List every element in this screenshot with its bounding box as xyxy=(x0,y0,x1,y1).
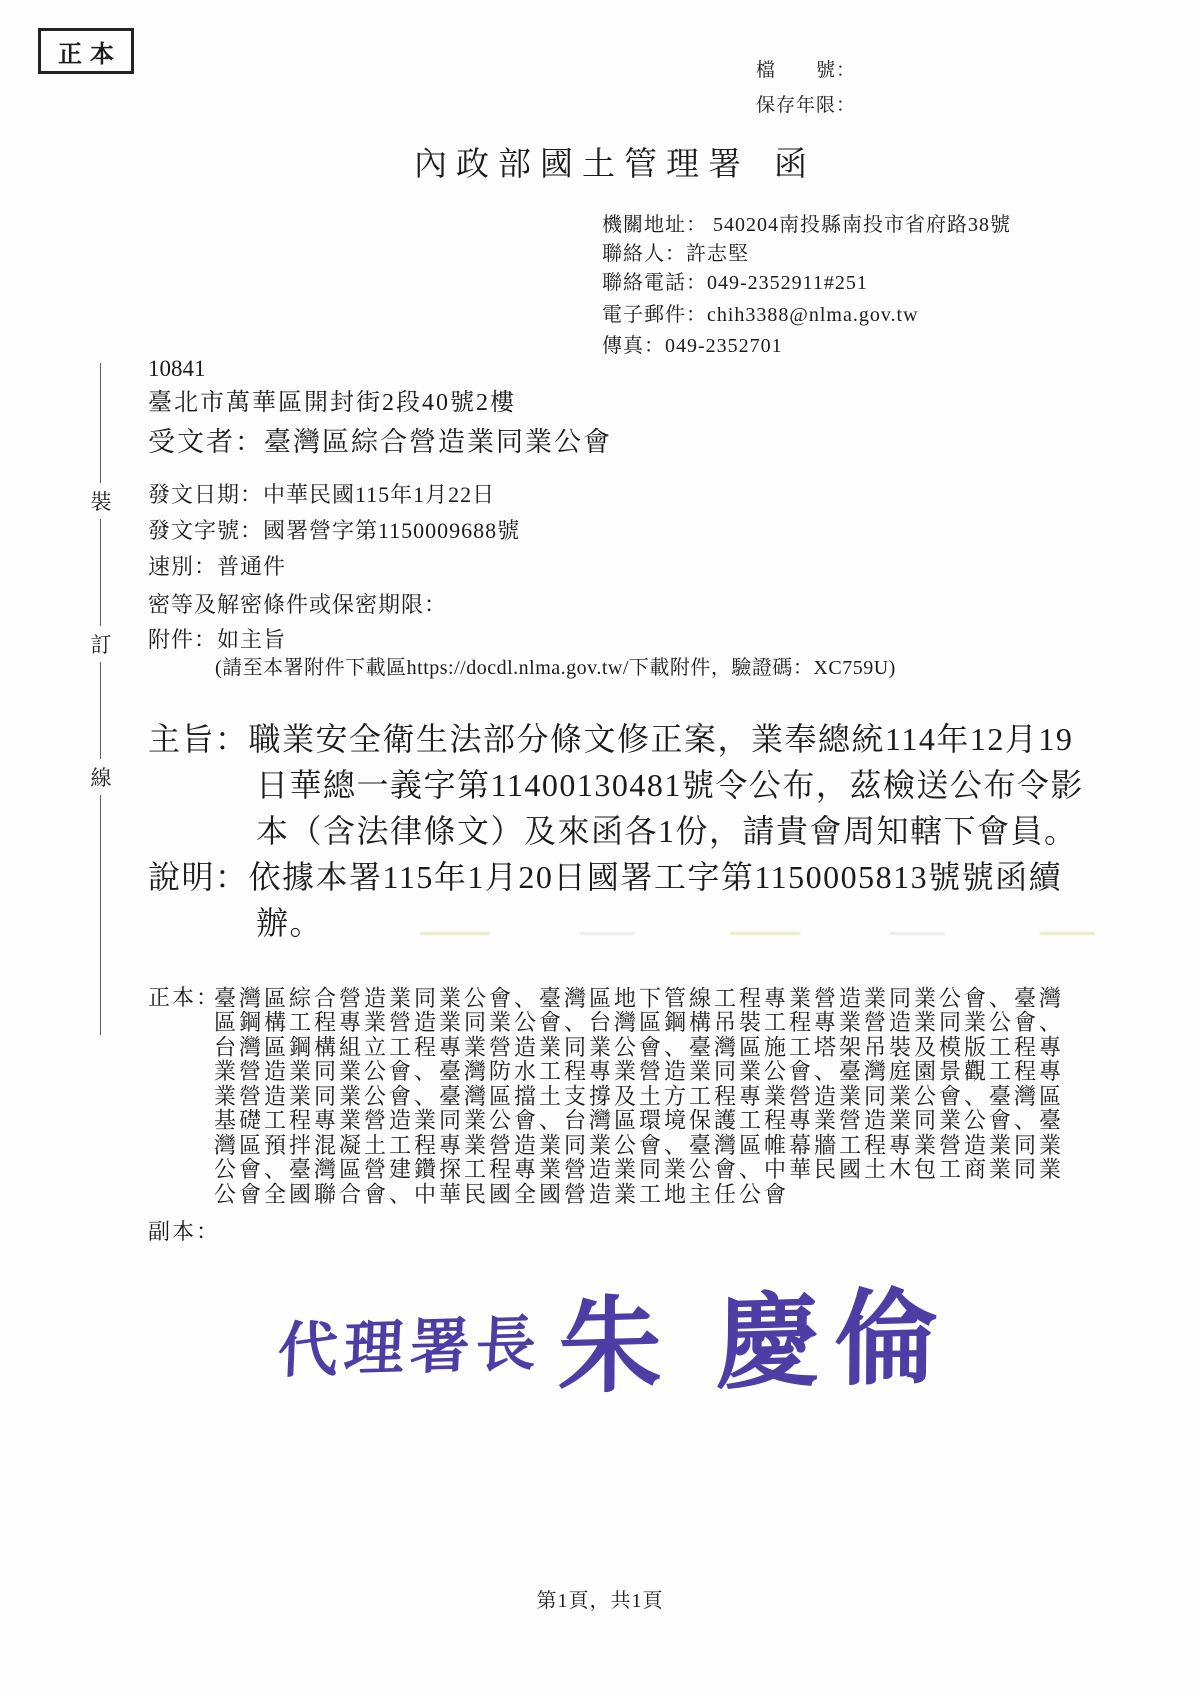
recipient-line: 受文者：臺灣區綜合營造業同業公會 xyxy=(148,427,612,457)
document-title xyxy=(414,138,807,185)
agency-email: 電子郵件：chih3388@nlma.gov.tw xyxy=(602,304,919,326)
binding-line xyxy=(100,363,101,1035)
issue-date: 發文日期：中華民國115年1月22日 xyxy=(148,482,496,507)
subject-line: 主旨：職業安全衛生法部分條文修正案，業奉總統114年12月19 xyxy=(148,721,1074,757)
original-copy-recipients: 基礎工程專業營造業同業公會、台灣區環境保護工程專業營造業同業公會、臺 xyxy=(214,1107,1065,1134)
cc-copy-label: 副本： xyxy=(148,1219,221,1244)
agency-address: 機關地址： 540204南投縣南投市省府路38號 xyxy=(602,214,1011,236)
agency-fax: 傳真：049-2352701 xyxy=(602,335,783,357)
binding-mark: 線 xyxy=(89,759,113,795)
agency-phone: 聯絡電話：049-2352911#251 xyxy=(602,272,868,294)
signer-title: 代理署長 xyxy=(276,1310,544,1385)
original-copy-recipients: 公會、臺灣區營建鑽探工程專業營造業同業公會、中華民國土木包工商業同業 xyxy=(214,1156,1065,1183)
original-copy-recipients: 公會全國聯合會、中華民國全國營造業工地主任公會 xyxy=(214,1181,790,1208)
original-copy-recipients: 灣區預拌混凝土工程專業營造業同業公會、臺灣區帷幕牆工程專業營造業同業 xyxy=(214,1132,1065,1159)
scan-artifact-line xyxy=(420,932,1095,935)
subject-line: 日華總一義字第11400130481號令公布，茲檢送公布令影 xyxy=(256,767,1084,803)
original-copy-recipients: 臺灣區綜合營造業同業公會、臺灣區地下管線工程專業營造業同業公會、臺灣 xyxy=(214,985,1065,1012)
issue-number: 發文字號：國署營字第1150009688號 xyxy=(148,518,521,543)
page-number-footer: 第1頁，共1頁 xyxy=(536,1590,664,1612)
retention-period-label: 保存年限： xyxy=(756,95,857,116)
agency-contact-person: 聯絡人：許志堅 xyxy=(602,243,749,265)
file-number-label: 檔 號： xyxy=(756,60,857,81)
signature-stamp xyxy=(276,1253,954,1422)
explanation-line: 說明：依據本署115年1月20日國署工字第1150005813號號函續 xyxy=(148,859,1063,895)
binding-mark: 裝 xyxy=(89,483,113,519)
signer-name: 朱 慶倫 xyxy=(557,1280,953,1407)
document-type: 函 xyxy=(774,147,807,183)
original-copy-recipients: 區鋼構工程專業營造業同業公會、台灣區鋼構吊裝工程專業營造業同業公會、 xyxy=(214,1009,1065,1036)
attachment-download-note: (請至本署附件下載區https://docdl.nlma.gov.tw/下載附件，驗證碼：XC759U) xyxy=(215,657,896,679)
copy-type-stamp xyxy=(38,28,134,74)
explanation-line: 辦。 xyxy=(256,905,324,941)
attachment-line: 附件：如主旨 xyxy=(148,627,287,652)
original-copy-recipients: 業營造業同業公會、臺灣防水工程專業營造業同業公會、臺灣庭園景觀工程專 xyxy=(214,1058,1065,1085)
recipient-address: 臺北市萬華區開封街2段40號2樓 xyxy=(148,390,516,416)
subject-line: 本（含法律條文）及來函各1份，請貴會周知轄下會員。 xyxy=(256,813,1078,849)
original-copy-recipients: 業營造業同業公會、臺灣區擋土支撐及土方工程專業營造業同業公會、臺灣區 xyxy=(214,1083,1065,1110)
original-copy-label: 正本： xyxy=(148,985,221,1010)
binding-mark: 訂 xyxy=(89,626,113,662)
original-copy-recipients: 台灣區鋼構組立工程專業營造業同業公會、臺灣區施工塔架吊裝及模版工程專 xyxy=(214,1034,1065,1061)
security-classification: 密等及解密條件或保密期限： xyxy=(148,592,448,617)
recipient-zip: 10841 xyxy=(148,356,206,381)
delivery-speed: 速別：普通件 xyxy=(148,554,287,579)
issuing-agency-name: 內政部國土管理署 xyxy=(414,147,750,183)
copy-type-label: 正本 xyxy=(58,41,122,68)
